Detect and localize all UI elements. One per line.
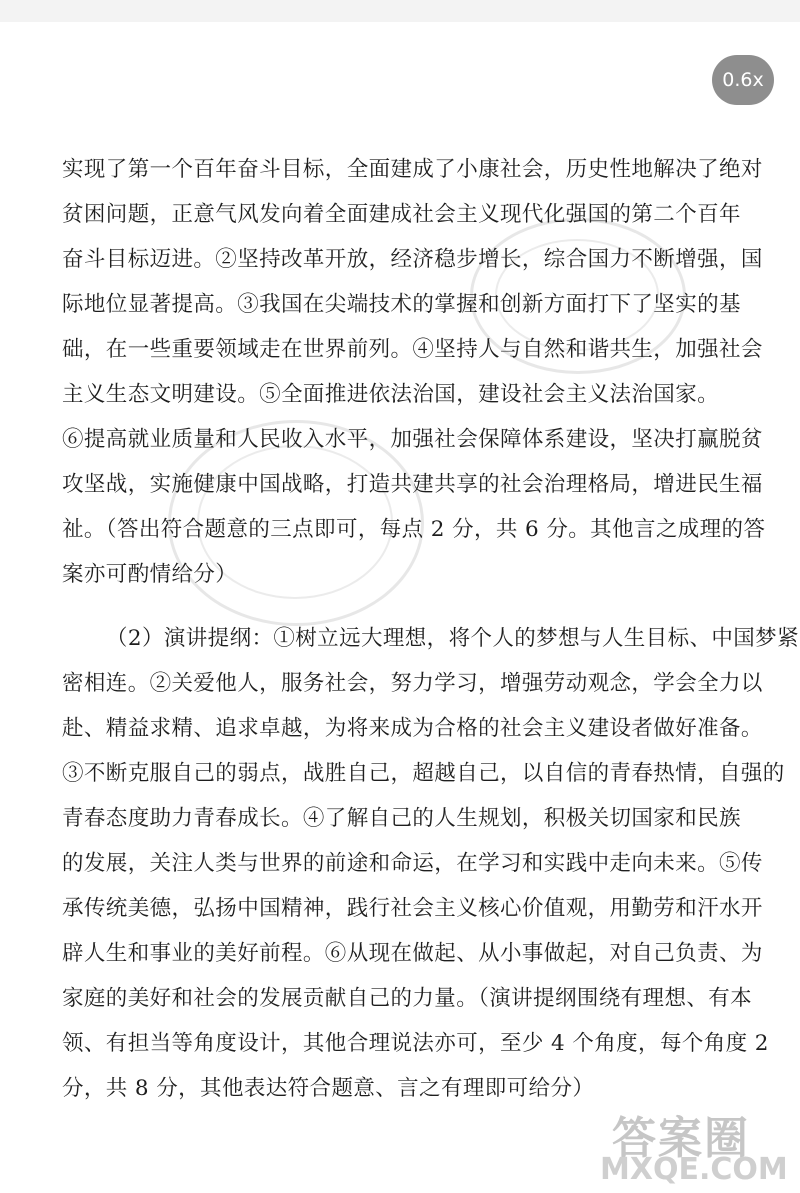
watermark-url: MXQE.COM [600, 1152, 788, 1187]
paragraph-line: 际地位显著提高。③我国在尖端技术的掌握和创新方面打下了坚实的基 [62, 292, 741, 317]
paragraph-line: 主义生态文明建设。⑤全面推进依法治国，建设社会主义法治国家。 [62, 382, 720, 407]
paragraph-line: 承传统美德，弘扬中国精神，践行社会主义核心价值观，用勤劳和汗水开 [62, 896, 763, 921]
paragraph-line: 密相连。②关爱他人，服务社会，努力学习，增强劳动观念，学会全力以 [62, 671, 763, 696]
viewer-top-strip [0, 0, 800, 22]
paragraph-line: 的发展，关注人类与世界的前途和命运，在学习和实践中走向未来。⑤传 [62, 851, 763, 876]
watermark-logo: 答案圈 [612, 1113, 750, 1164]
paragraph-line: （2）演讲提纲：①树立远大理想，将个人的梦想与人生目标、中国梦紧 [106, 626, 799, 651]
paragraph-line: 分，共 8 分，其他表达符合题意、言之有理即可给分） [62, 1076, 595, 1101]
paragraph-line: 青春态度助力青春成长。④了解自己的人生规划，积极关切国家和民族 [62, 806, 741, 831]
paragraph-line: ⑥提高就业质量和人民收入水平，加强社会保障体系建设，坚决打赢脱贫 [62, 427, 763, 452]
paragraph-line: 实现了第一个百年奋斗目标，全面建成了小康社会，历史性地解决了绝对 [62, 157, 763, 182]
paragraph-line: 奋斗目标迈进。②坚持改革开放，经济稳步增长，综合国力不断增强，国 [62, 247, 763, 272]
paragraph-line: 案亦可酌情给分） [62, 562, 238, 587]
paragraph-line: 赴、精益求精、追求卓越，为将来成为合格的社会主义建设者做好准备。 [62, 716, 763, 741]
paragraph-line: 领、有担当等角度设计，其他合理说法亦可，至少 4 个角度，每个角度 2 [62, 1031, 769, 1056]
paragraph-line: ③不断克服自己的弱点，战胜自己，超越自己，以自信的青春热情，自强的 [62, 761, 785, 786]
paragraph-line: 攻坚战，实施健康中国战略，打造共建共享的社会治理格局，增进民生福 [62, 472, 763, 497]
paragraph-line: 辟人生和事业的美好前程。⑥从现在做起、从小事做起，对自己负责、为 [62, 941, 763, 966]
paragraph-line: 家庭的美好和社会的发展贡献自己的力量。（演讲提纲围绕有理想、有本 [62, 986, 753, 1011]
zoom-level-button[interactable]: 0.6x [712, 55, 774, 105]
paragraph-line: 祉。（答出符合题意的三点即可，每点 2 分，共 6 分。其他言之成理的答 [62, 517, 766, 542]
paragraph-line: 贫困问题，正意气风发向着全面建成社会主义现代化强国的第二个百年 [62, 202, 741, 227]
paragraph-line: 础，在一些重要领域走在世界前列。④坚持人与自然和谐共生，加强社会 [62, 337, 763, 362]
